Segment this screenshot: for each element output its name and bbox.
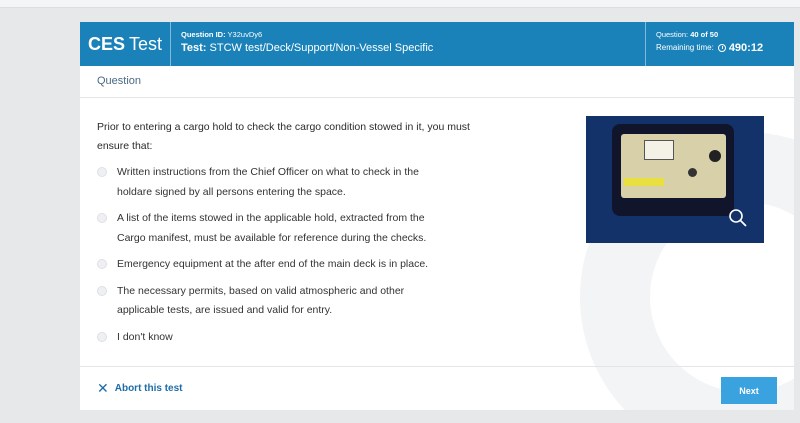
question-count-label: Question: <box>656 30 689 39</box>
question-card <box>80 22 794 410</box>
test-header <box>80 22 794 66</box>
brand-bold: CES <box>87 33 125 54</box>
answer-option[interactable] <box>97 163 477 202</box>
clock-icon <box>718 44 726 52</box>
close-icon: ✕ <box>97 380 109 396</box>
option-label: Written instructions from the Chief Officer on what to check in the holdare signed by all persons entering the space. <box>117 166 419 198</box>
question-body <box>97 118 477 354</box>
brand-rest: Test <box>129 33 163 54</box>
magnifier-icon[interactable] <box>728 208 748 228</box>
radio-button[interactable] <box>97 259 107 269</box>
abort-test-link[interactable] <box>97 380 183 397</box>
radio-button[interactable] <box>97 167 107 177</box>
remaining-time-label: Remaining time: <box>656 43 714 52</box>
brand-logo <box>80 22 171 66</box>
option-label: The necessary permits, based on valid atmospheric and other applicable tests, are issued and valid for entry. <box>117 284 405 316</box>
question-image[interactable] <box>586 116 764 243</box>
device-knob-small <box>688 168 697 177</box>
device-label-strip <box>624 178 664 186</box>
section-title: Question <box>80 66 794 98</box>
answer-option[interactable] <box>97 328 477 348</box>
question-count: 40 of 50 <box>690 30 719 39</box>
option-label: Emergency equipment at the after end of the main deck is in place. <box>117 258 429 270</box>
test-label: Test: <box>181 42 207 54</box>
option-label: A list of the items stowed in the applicable hold, extracted from the Cargo manifest, must be available for reference during the checks. <box>117 212 427 244</box>
question-text: Prior to entering a cargo hold to check the cargo condition stowed in it, you must ensure that: <box>97 121 470 152</box>
browser-top-strip <box>0 0 800 8</box>
device-knob <box>709 150 721 162</box>
test-name: STCW test/Deck/Support/Non-Vessel Specific <box>209 42 434 54</box>
answer-option[interactable] <box>97 209 477 248</box>
abort-label: Abort this test <box>114 383 183 394</box>
question-info <box>171 22 646 66</box>
answer-option[interactable] <box>97 282 477 321</box>
question-id: Y32uvDy6 <box>227 30 263 39</box>
option-label: I don't know <box>117 330 173 343</box>
answer-option[interactable] <box>97 255 477 275</box>
remaining-time: 490:12 <box>728 42 764 54</box>
question-id-label: Question ID: <box>181 30 226 39</box>
radio-button[interactable] <box>97 332 107 342</box>
timer-panel <box>646 22 794 66</box>
footer-bar <box>80 366 794 410</box>
device-meter <box>644 140 674 160</box>
radio-button[interactable] <box>97 213 107 223</box>
next-button[interactable]: Next <box>721 377 777 404</box>
radio-button[interactable] <box>97 286 107 296</box>
